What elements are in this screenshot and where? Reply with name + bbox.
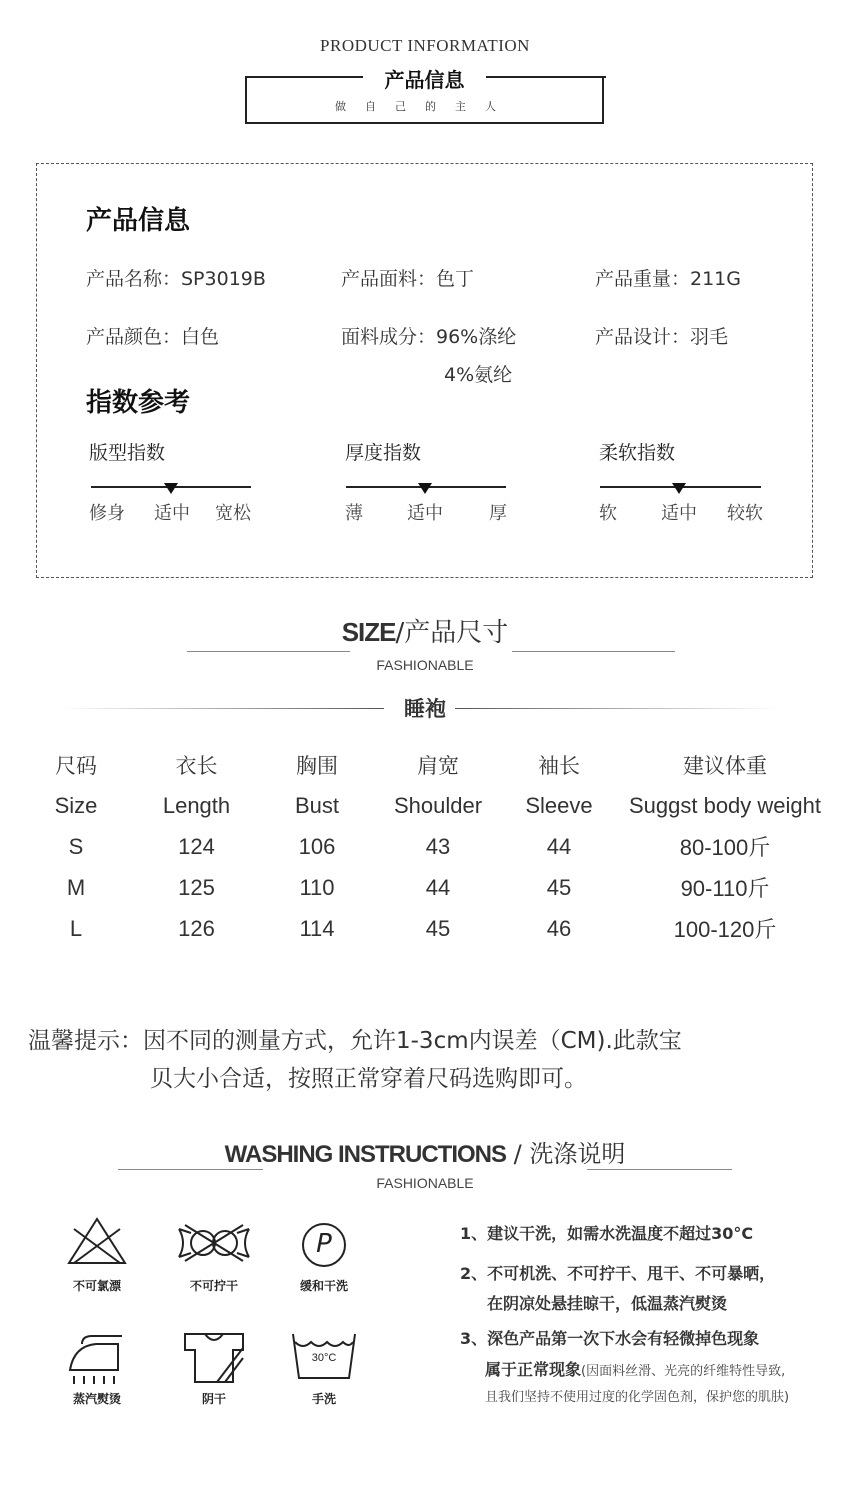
table-cell: 90-110斤 xyxy=(680,876,770,901)
header-cell: Size xyxy=(54,792,98,818)
size-table-header-en xyxy=(16,785,831,826)
steam-iron-icon xyxy=(52,1328,142,1388)
table-cell: 124 xyxy=(178,833,215,859)
header-slogan: 做自己的主人 xyxy=(335,100,515,113)
table-cell: 43 xyxy=(425,833,451,859)
hand-wash-caption: 手洗 xyxy=(311,1392,336,1406)
size-section-title: SIZE/产品尺寸 xyxy=(341,617,509,648)
size-tip-line-1: 温馨提示：因不同的测量方式，允许1-3cm内误差（CM).此款宝 xyxy=(28,1028,682,1054)
table-cell: L xyxy=(69,915,83,941)
wash-instruction-2a: 2、不可机洗、不可拧干、甩干、不可暴晒， xyxy=(460,1264,776,1283)
header-cell: 胸围 xyxy=(296,753,338,778)
size-tip-line-2: 贝大小合适，按照正常穿着尺码选购即可。 xyxy=(150,1066,587,1092)
dry-clean-caption: 缓和干洗 xyxy=(299,1279,348,1293)
fit-index-marker xyxy=(164,483,178,494)
wash-instruction-2b: 在阴凉处悬挂晾干，低温蒸汽熨烫 xyxy=(487,1294,728,1313)
header-cell: 袖长 xyxy=(538,753,580,778)
header-line-right xyxy=(486,76,606,78)
size-tip xyxy=(28,1022,828,1098)
shade-dry-icon xyxy=(169,1328,259,1388)
washing-subtitle: FASHIONABLE xyxy=(376,1175,474,1191)
table-row xyxy=(16,826,831,867)
product-name: 产品名称：SP3019B xyxy=(86,268,266,290)
washing-title-line-right xyxy=(587,1169,732,1170)
no-wring-icon xyxy=(169,1213,259,1273)
table-row xyxy=(16,908,831,949)
size-table xyxy=(16,744,831,949)
header-cell: Bust xyxy=(294,792,340,818)
size-title-line-left xyxy=(187,651,350,652)
header-cell: Sleeve xyxy=(525,792,593,818)
fabric-composition: 面料成分：96%涤纶 xyxy=(341,326,517,348)
header-chinese-title: 产品信息 xyxy=(384,68,465,92)
table-cell: 44 xyxy=(425,874,451,900)
fit-index-high: 宽松 xyxy=(215,503,251,524)
header-cell: 建议体重 xyxy=(683,753,767,778)
product-weight: 产品重量：211G xyxy=(595,268,741,290)
softness-index-low: 软 xyxy=(599,503,617,524)
hand-wash-temp: 30°C xyxy=(311,1352,337,1364)
table-cell: M xyxy=(66,874,86,900)
table-cell: S xyxy=(68,833,84,859)
thickness-index-high: 厚 xyxy=(489,503,507,524)
wash-instruction-1: 1、建议干洗，如需水洗温度不超过30°C xyxy=(460,1224,754,1243)
softness-index-marker xyxy=(672,483,686,494)
index-reference-title: 指数参考 xyxy=(86,388,191,418)
table-cell: 114 xyxy=(299,915,335,941)
table-cell: 125 xyxy=(178,874,215,900)
hand-wash-icon xyxy=(279,1328,369,1388)
softness-index-high: 较软 xyxy=(727,503,763,524)
dry-clean-icon xyxy=(279,1213,369,1273)
fit-index-low: 修身 xyxy=(89,503,125,524)
wash-instruction-3b: 属于正常现象(因面料丝滑、光亮的纤维特性导致, xyxy=(485,1360,786,1379)
fit-index-label: 版型指数 xyxy=(89,442,166,464)
fabric-composition-extra: 4%氨纶 xyxy=(444,364,513,386)
no-bleach-caption: 不可氯漂 xyxy=(72,1279,121,1293)
header-cell: Length xyxy=(162,792,231,818)
size-subtitle: FASHIONABLE xyxy=(376,657,474,673)
product-color: 产品颜色：白色 xyxy=(86,326,220,348)
table-cell: 46 xyxy=(546,915,572,941)
header-cell: Suggst body weight xyxy=(628,792,822,818)
table-cell: 44 xyxy=(546,833,572,859)
wash-instruction-3c: 且我们坚持不使用过度的化学固色剂，保护您的肌肤) xyxy=(485,1390,790,1405)
product-fabric: 产品面料：色丁 xyxy=(341,268,475,290)
no-wring-caption: 不可拧干 xyxy=(189,1279,238,1293)
shade-dry-caption: 阴干 xyxy=(201,1392,226,1406)
header-cell: 尺码 xyxy=(55,753,97,778)
table-cell: 80-100斤 xyxy=(679,835,771,860)
table-cell: 110 xyxy=(299,874,335,900)
size-category-label: 睡袍 xyxy=(404,697,446,721)
header-english-title: PRODUCT INFORMATION xyxy=(320,36,530,55)
product-info-title: 产品信息 xyxy=(86,206,191,236)
table-cell: 106 xyxy=(298,833,336,859)
product-design: 产品设计：羽毛 xyxy=(595,326,729,348)
table-cell: 100-120斤 xyxy=(673,917,777,942)
softness-index-label: 柔软指数 xyxy=(599,442,676,464)
no-bleach-icon xyxy=(52,1213,142,1273)
softness-index-mid: 适中 xyxy=(661,503,697,524)
thickness-index-mid: 适中 xyxy=(407,503,443,524)
header-cell: 肩宽 xyxy=(417,753,459,778)
table-cell: 45 xyxy=(546,874,572,900)
table-cell: 126 xyxy=(178,915,215,941)
thickness-index-marker xyxy=(418,483,432,494)
dry-clean-glyph: P xyxy=(316,1229,332,1259)
header-cell: Shoulder xyxy=(393,792,483,818)
washing-title-line-left xyxy=(118,1169,263,1170)
thickness-index-label: 厚度指数 xyxy=(345,442,422,464)
table-cell: 45 xyxy=(425,915,451,941)
steam-iron-caption: 蒸汽熨烫 xyxy=(72,1392,121,1406)
size-title-line-right xyxy=(512,651,675,652)
wash-instruction-3a: 3、深色产品第一次下水会有轻微掉色现象 xyxy=(460,1329,760,1348)
table-row xyxy=(16,867,831,908)
header-line-left xyxy=(245,76,363,78)
washing-section-title: WASHING INSTRUCTIONS / 洗涤说明 xyxy=(224,1140,626,1168)
header-cell: 衣长 xyxy=(175,753,218,778)
fit-index-mid: 适中 xyxy=(154,503,190,524)
thickness-index-low: 薄 xyxy=(345,503,363,524)
size-table-header-cn xyxy=(16,744,831,785)
